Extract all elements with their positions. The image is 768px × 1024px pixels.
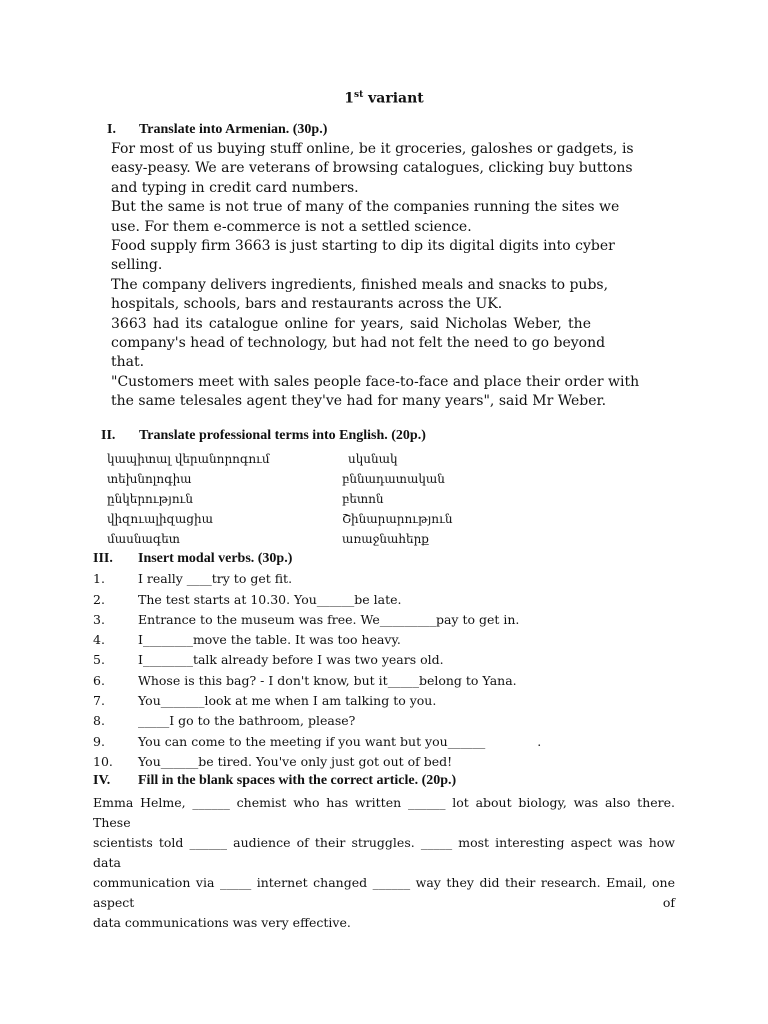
text-line: communication via _____ internet changed ______ way they did their research. Email, one aspect of (93, 875, 675, 910)
section-4-heading (93, 773, 456, 789)
item-number: 1. (93, 571, 105, 586)
list-item (93, 752, 452, 772)
text-line: company's head of technology, but had not felt the need to go beyond (111, 335, 606, 352)
page-title (0, 90, 768, 107)
term-item: սկսնակ (348, 452, 398, 466)
section-1-heading (107, 122, 327, 138)
text-line: use. For them e-commerce is not a settled science. (111, 218, 472, 235)
text-line: Food supply firm 3663 is just starting to dip its digital digits into cyber (111, 238, 615, 255)
section-3-number: III. (93, 551, 113, 566)
text-line: The company delivers ingredients, finished meals and snacks to pubs, (111, 276, 609, 293)
term-item: մասնագետ (107, 532, 180, 546)
item-number: 3. (93, 612, 105, 627)
item-number: 8. (93, 713, 105, 728)
text-line: But the same is not true of many of the companies running the sites we (111, 199, 620, 216)
list-item (93, 590, 402, 610)
list-item (93, 650, 444, 670)
title-superscript: st (354, 90, 364, 100)
list-item (93, 711, 355, 731)
item-text: I________move the table. It was too heavy. (138, 632, 401, 647)
item-number: 4. (93, 632, 105, 647)
term-item: կապիտալ վերանորոգում (107, 452, 270, 466)
title-text: variant (363, 90, 424, 107)
list-item (93, 671, 517, 691)
text-line: data communications was very effective. (93, 915, 351, 930)
section-3-title: Insert modal verbs. (30p.) (138, 551, 293, 566)
section-1-text (111, 140, 640, 412)
item-text: Entrance to the museum was free. We_________pay to get in. (138, 612, 520, 627)
text-line: For most of us buying stuff online, be it groceries, galoshes or gadgets, is (111, 141, 634, 157)
section-2-number: II. (101, 428, 116, 443)
term-item: ընկերություն (107, 492, 194, 506)
item-number: 7. (93, 693, 105, 708)
text-line: the same telesales agent they've had for many years", said Mr Weber. (111, 393, 607, 410)
item-number: 6. (93, 673, 105, 688)
list-item (93, 630, 401, 650)
section-4-number: IV. (93, 773, 111, 788)
list-item (93, 569, 292, 589)
item-text: _____I go to the bathroom, please? (138, 713, 356, 728)
item-text: I________talk already before I was two years old. (138, 652, 444, 667)
section-2-title: Translate professional terms into English. (20p.) (139, 428, 426, 443)
armenian-terms-left (107, 449, 270, 549)
armenian-terms-right (342, 449, 453, 549)
text-line: Emma Helme, ______ chemist who has written ______ lot about biology, was also there. These (93, 795, 675, 830)
term-item: առաջնահերք (342, 532, 429, 546)
term-item: բետոն (342, 492, 384, 506)
section-2-heading (101, 428, 426, 444)
title-number: 1 (344, 90, 354, 107)
term-item: տեխնոլոգիա (107, 472, 192, 486)
section-1-title: Translate into Armenian. (30p.) (139, 122, 328, 137)
item-text: You______be tired. You've only just got out of bed! (138, 754, 453, 769)
item-text: The test starts at 10.30. You______be late. (138, 592, 402, 607)
item-number: 5. (93, 652, 105, 667)
text-line: easy-peasy. We are veterans of browsing catalogues, clicking buy buttons (111, 160, 633, 177)
item-number: 10. (93, 754, 113, 769)
item-text: Whose is this bag? - I don't know, but it_____belong to Yana. (138, 673, 517, 688)
section-4-title: Fill in the blank spaces with the correct article. (20p.) (138, 773, 457, 788)
list-item (93, 691, 436, 711)
text-line: hospitals, schools, bars and restaurants across the UK. (111, 296, 503, 313)
text-line: and typing in credit card numbers. (111, 179, 359, 196)
list-item (93, 610, 519, 630)
term-item: վիզուալիզացիա (107, 512, 214, 526)
item-number: 9. (93, 734, 105, 749)
item-text: You_______look at me when I am talking to you. (138, 693, 437, 708)
text-line: selling. (111, 257, 163, 274)
item-text: You can come to the meeting if you want but you______ (138, 734, 486, 749)
section-4-text (93, 793, 675, 933)
text-line: "Customers meet with sales people face-to-face and place their order with (111, 373, 640, 390)
term-item: Շինարարություն (342, 512, 453, 526)
section-1-number: I. (107, 122, 116, 137)
item-tail: . (537, 734, 542, 749)
text-line: scientists told ______ audience of their struggles. _____ most interesting aspect was how data (93, 835, 675, 870)
text-line: that. (111, 354, 145, 371)
item-number: 2. (93, 592, 105, 607)
list-item (93, 732, 541, 752)
text-line: 3663 had its catalogue online for years, said Nicholas Weber, the (111, 315, 591, 332)
section-3-heading (93, 551, 292, 567)
item-text: I really ____try to get fit. (138, 571, 293, 586)
term-item: բննադատական (342, 472, 445, 486)
